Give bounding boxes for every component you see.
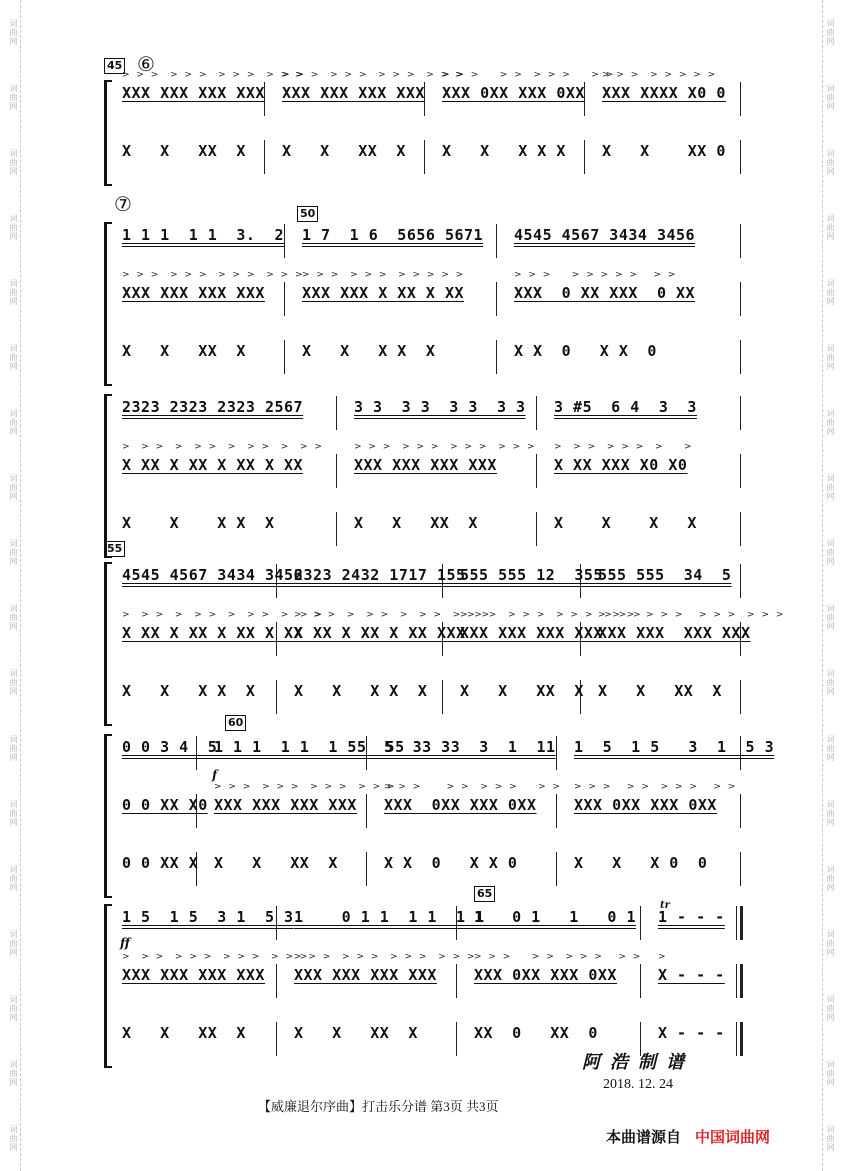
perc-measure: XXX XXXX X0 0 <box>602 84 726 102</box>
bass-measure: X X XX 0 <box>602 142 726 160</box>
perc-measure: XXX XXX XXX XXX <box>282 84 425 102</box>
barline <box>276 964 277 998</box>
watermark-text: 词曲网 <box>826 539 835 567</box>
notes-measure: 1 5 1 5 3 1 5 3 <box>574 738 775 756</box>
barline <box>442 680 443 714</box>
bass-measure: X X X X X <box>294 682 428 700</box>
measure-number-55: 55 <box>104 541 125 557</box>
notes-measure: 555 555 12 355 <box>460 566 603 584</box>
watermark-text: 词曲网 <box>826 669 835 697</box>
accent-marks: > > > > > > > > > > > > <box>122 610 324 620</box>
barline <box>584 140 585 174</box>
watermark-text: 词曲网 <box>9 149 18 177</box>
perc-measure: X XX XXX X0 X0 <box>554 456 688 474</box>
barline <box>740 964 743 998</box>
perc-measure: XXX 0XX XXX 0XX <box>474 966 617 984</box>
barline <box>536 396 537 430</box>
watermark-text: 词曲网 <box>9 669 18 697</box>
bass-measure: X X XX X <box>122 342 246 360</box>
score-system <box>104 562 786 726</box>
watermark-text: 词曲网 <box>826 474 835 502</box>
perc-measure: XXX XXX XXX XXX <box>122 284 265 302</box>
barline <box>284 224 285 258</box>
watermark-text: 词曲网 <box>826 409 835 437</box>
bass-measure: X X XX X <box>282 142 406 160</box>
perc-measure: X XX X XX X XX XXX <box>294 624 466 642</box>
watermark-text: 词曲网 <box>826 929 835 957</box>
bass-measure: X X XX X <box>214 854 338 872</box>
barline <box>456 1022 457 1056</box>
accent-marks: > > > > > > > > > > <box>384 782 563 792</box>
bass-measure: X X XX X <box>122 142 246 160</box>
watermark-text: 词曲网 <box>9 929 18 957</box>
accent-marks: > > > > > > > > > > > > <box>354 442 537 452</box>
perc-staff <box>118 442 740 492</box>
watermark-text: 词曲网 <box>826 864 835 892</box>
watermark-text: 词曲网 <box>9 604 18 632</box>
dynamic-forte: f <box>212 768 218 782</box>
system-bracket <box>104 562 112 726</box>
measure-number-60: 60 <box>225 715 246 731</box>
barline <box>740 82 741 116</box>
perc-measure: XXX XXX XXX XXX <box>598 624 751 642</box>
accent-marks: > > > > > > > > > > > > <box>214 782 397 792</box>
watermark-text: 词曲网 <box>9 474 18 502</box>
barline <box>366 794 367 828</box>
perc-staff <box>118 270 740 320</box>
accent-marks: > <box>658 952 668 962</box>
notes-measure: 4545 4567 3434 3456 <box>122 566 304 584</box>
bass-measure: X X 0 X X 0 <box>384 854 518 872</box>
system-bracket <box>104 734 112 898</box>
page-footer: 【威廉退尔序曲】打击乐分谱 第3页 共3页 <box>258 1099 499 1114</box>
perc-measure: X XX X XX X XX X XX <box>122 456 304 474</box>
accent-marks: > > > > > > > > > > <box>574 782 738 792</box>
bass-staff <box>118 678 740 718</box>
watermark-text: 词曲网 <box>9 214 18 242</box>
accent-marks: > > > > > > > > > > > > <box>460 610 643 620</box>
source-label: 本曲谱源自 <box>606 1128 682 1146</box>
barline <box>496 282 497 316</box>
accent-marks: > > > > > > > > > > > > <box>294 952 477 962</box>
notes-measure: 1 1 1 1 1 3. 2 <box>122 226 285 244</box>
watermark-text: 词曲网 <box>9 84 18 112</box>
measure-number-45: 45 <box>104 58 125 74</box>
watermark-text: 词曲网 <box>826 279 835 307</box>
bass-staff <box>118 338 740 378</box>
barline <box>496 224 497 258</box>
notes-measure: 1 0 1 1 1 1 1 1 <box>294 908 485 926</box>
barline <box>264 140 265 174</box>
watermark-text: 词曲网 <box>9 19 18 47</box>
notes-measure: 1 1 1 1 1 1 55 55 <box>214 738 405 756</box>
watermark-text: 词曲网 <box>9 864 18 892</box>
watermark-text: 词曲网 <box>9 279 18 307</box>
barline <box>284 282 285 316</box>
barline <box>740 140 741 174</box>
barline <box>276 1022 277 1056</box>
barline <box>336 396 337 430</box>
notes-measure: 1 5 1 5 3 1 5 3 <box>122 908 294 926</box>
perc-measure: XXX XXX X XX X XX <box>302 284 465 302</box>
barline <box>740 1022 743 1056</box>
score-system <box>104 70 740 186</box>
barline <box>640 964 641 998</box>
watermark-text: 词曲网 <box>826 19 835 47</box>
barline <box>740 224 741 258</box>
notes-staff <box>118 562 740 602</box>
barline <box>336 512 337 546</box>
barline <box>556 736 557 770</box>
perc-measure: XXX 0XX XXX 0XX <box>574 796 717 814</box>
watermark-text: 词曲网 <box>9 734 18 762</box>
perc-measure: XXX 0XX XXX 0XX <box>442 84 585 102</box>
accent-marks: > > > > > > > > > > <box>442 70 616 80</box>
measure-number-50: 50 <box>297 206 318 222</box>
dynamic-fortissimo: ff <box>120 936 130 950</box>
perc-staff <box>118 610 786 660</box>
barline <box>740 564 741 598</box>
perc-measure: XXX XXX XXX XXX <box>122 84 265 102</box>
perc-measure: XXX XXX XXX XXX <box>354 456 497 474</box>
bass-staff <box>118 510 740 550</box>
barline <box>740 396 741 430</box>
barline <box>496 340 497 374</box>
watermark-text: 词曲网 <box>826 604 835 632</box>
measure-number-65: 65 <box>474 886 495 902</box>
watermark-text: 词曲网 <box>9 1124 18 1152</box>
score-system <box>104 222 740 386</box>
perc-staff <box>118 782 740 832</box>
trill-mark: tr <box>660 900 670 911</box>
right-watermark-strip <box>822 0 837 1171</box>
score-system <box>104 904 740 1068</box>
system-bracket <box>104 80 112 186</box>
notes-staff <box>118 222 740 262</box>
notes-measure: 5 33 33 3 1 11 <box>384 738 556 756</box>
barline <box>740 454 741 488</box>
accent-marks: > > > > > > > > > > > > <box>294 610 492 620</box>
arrangement-date: 2018. 12. 24 <box>603 1077 673 1092</box>
watermark-text: 词曲网 <box>826 344 835 372</box>
system-bracket <box>104 222 112 386</box>
accent-marks: > > > > > > > > > > > > <box>122 270 305 280</box>
watermark-text: 词曲网 <box>826 1059 835 1087</box>
bass-staff <box>118 850 740 890</box>
notes-staff <box>118 734 775 774</box>
bass-measure: X X X X X <box>442 142 566 160</box>
bass-measure: XX 0 XX 0 <box>474 1024 598 1042</box>
barline <box>640 906 641 940</box>
watermark-text: 词曲网 <box>9 539 18 567</box>
barline <box>740 282 741 316</box>
barline <box>556 794 557 828</box>
bass-measure: X X X X <box>554 514 697 532</box>
perc-measure: XXX 0 XX XXX 0 XX <box>514 284 696 302</box>
perc-staff <box>118 952 740 1002</box>
arranger-signature: 阿浩制谱 <box>582 1052 694 1073</box>
perc-measure: XXX XXX XXX XXX <box>122 966 265 984</box>
accent-marks: > > > > > > > > > > > > <box>598 610 786 620</box>
left-watermark-strip <box>6 0 21 1171</box>
notes-measure: 2323 2323 2323 2567 <box>122 398 304 416</box>
bass-measure: 0 0 XX X <box>122 854 199 872</box>
notes-measure: 2323 2432 1717 155 <box>294 566 466 584</box>
score-system <box>104 734 775 898</box>
barline <box>456 964 457 998</box>
notes-measure: 1 0 1 1 0 1 <box>474 908 637 926</box>
section-marker-7: ⑦ <box>114 192 132 216</box>
perc-measure: XXX XXX XXX XXX <box>294 966 437 984</box>
watermark-text: 词曲网 <box>9 409 18 437</box>
watermark-text: 词曲网 <box>826 214 835 242</box>
source-credit <box>606 1126 770 1147</box>
watermark-text: 词曲网 <box>9 1059 18 1087</box>
system-bracket <box>104 904 112 1068</box>
notes-measure: 3 #5 6 4 3 3 <box>554 398 697 416</box>
source-site-link[interactable]: 中国词曲网 <box>695 1128 771 1146</box>
section-marker-6: ⑥ <box>137 52 155 76</box>
barline <box>740 340 741 374</box>
perc-measure: XXX 0XX XXX 0XX <box>384 796 537 814</box>
bass-measure: X X X X X <box>302 342 436 360</box>
bass-measure: X X 0 X X 0 <box>514 342 657 360</box>
barline <box>740 852 741 886</box>
perc-measure: XXX XXX XXX XXX <box>214 796 357 814</box>
notes-staff <box>118 394 740 434</box>
accent-marks: > > > > > > > > > > <box>474 952 643 962</box>
notes-measure: 1 7 1 6 5656 5671 <box>302 226 484 244</box>
perc-measure: XXX XXX XXX XXX <box>460 624 603 642</box>
notes-measure: 555 555 34 5 <box>598 566 732 584</box>
perc-measure: X XX X XX X XX X XX <box>122 624 304 642</box>
perc-measure: 0 0 XX X0 <box>122 796 208 814</box>
system-bracket <box>104 394 112 558</box>
notes-measure: 1 - - - <box>658 908 725 926</box>
watermark-text: 词曲网 <box>9 799 18 827</box>
bass-measure: X X X X X <box>122 514 275 532</box>
accent-marks: > > > > > > > > <box>602 70 718 80</box>
accent-marks: > > > > > > > > > > > > <box>122 442 324 452</box>
barline <box>740 906 743 940</box>
barline <box>536 454 537 488</box>
barline <box>284 340 285 374</box>
score-system <box>104 394 740 558</box>
perc-staff <box>118 70 740 120</box>
barline <box>424 140 425 174</box>
bass-staff <box>118 138 740 178</box>
notes-measure: 4545 4567 3434 3456 <box>514 226 696 244</box>
barline <box>536 512 537 546</box>
accent-marks: > > > > > > > > > > > <box>302 270 466 280</box>
barline <box>276 680 277 714</box>
barline <box>336 454 337 488</box>
bass-measure: X X XX X <box>460 682 584 700</box>
accent-marks: > > > > > > > > <box>554 442 694 452</box>
accent-marks: > > > > > > > > > > > > <box>122 952 310 962</box>
barline <box>740 680 741 714</box>
barline <box>556 852 557 886</box>
watermark-text: 词曲网 <box>826 799 835 827</box>
accent-marks: > > > > > > > > > > > > <box>282 70 465 80</box>
bass-measure: X - - - <box>658 1024 725 1042</box>
bass-measure: X X X X X <box>122 682 256 700</box>
accent-marks: > > > > > > > > > > > > <box>122 70 305 80</box>
notes-staff <box>118 904 740 944</box>
notes-measure: 0 0 3 4 5 <box>122 738 218 756</box>
accent-marks: > > > > > > > > > > <box>514 270 678 280</box>
watermark-text: 词曲网 <box>9 344 18 372</box>
bass-measure: X X X 0 0 <box>574 854 708 872</box>
bass-measure: X X XX X <box>122 1024 246 1042</box>
barline <box>366 852 367 886</box>
watermark-text: 词曲网 <box>9 994 18 1022</box>
watermark-text: 词曲网 <box>826 734 835 762</box>
watermark-text: 词曲网 <box>826 149 835 177</box>
barline <box>740 794 741 828</box>
watermark-text: 词曲网 <box>826 994 835 1022</box>
bass-measure: X X XX X <box>354 514 478 532</box>
watermark-text: 词曲网 <box>826 1124 835 1152</box>
watermark-text: 词曲网 <box>826 84 835 112</box>
barline <box>740 512 741 546</box>
notes-measure: 3 3 3 3 3 3 3 3 <box>354 398 526 416</box>
perc-measure: X - - - <box>658 966 725 984</box>
bass-measure: X X XX X <box>294 1024 418 1042</box>
bass-measure: X X XX X <box>598 682 722 700</box>
